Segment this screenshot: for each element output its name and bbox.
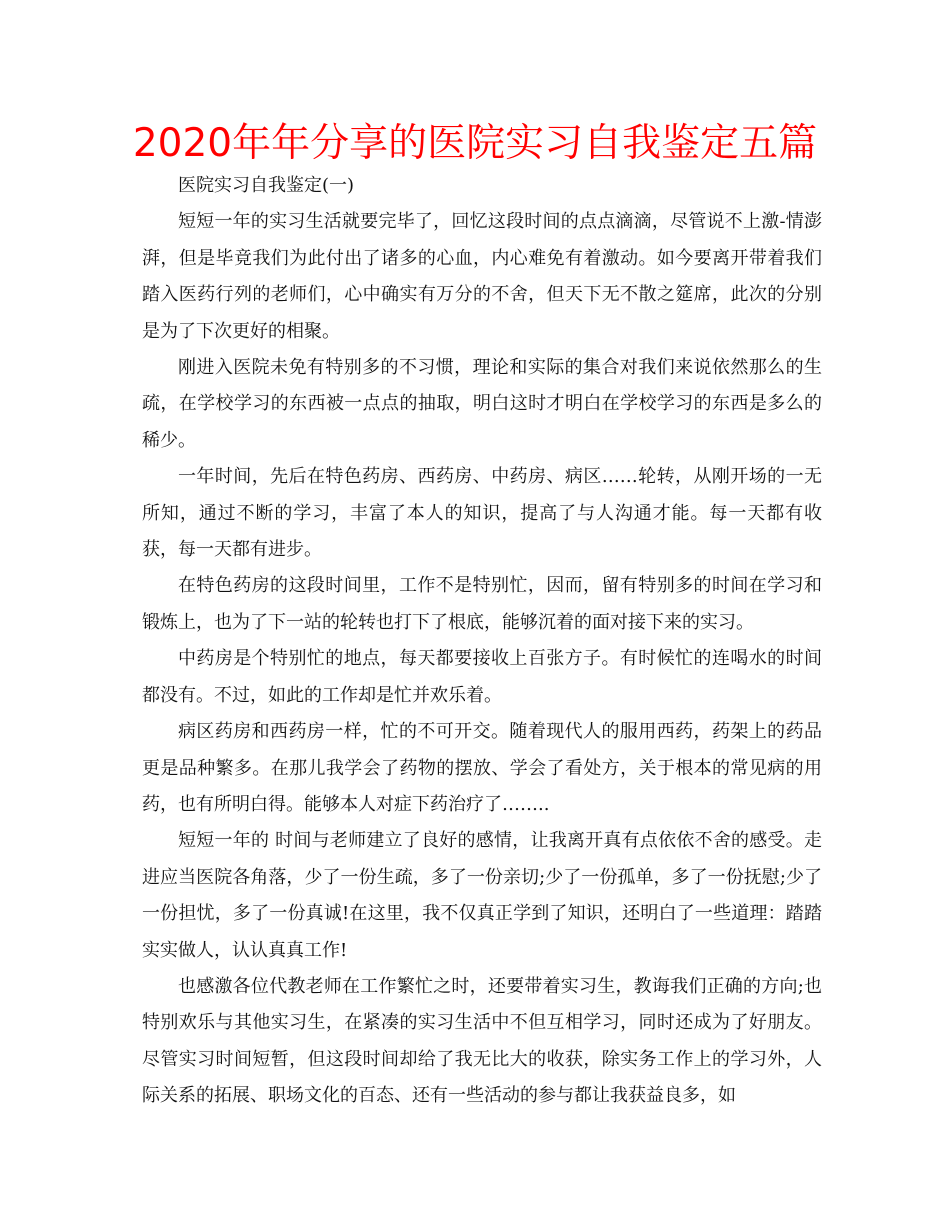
paragraph-4: 在特色药房的这段时间里，工作不是特别忙，因而，留有特别多的时间在学习和锻炼上，也为了下一站的轮转也打下了根底，能够沉着的面对接下来的实习。 <box>142 575 822 633</box>
paragraph-6: 病区药房和西药房一样，忙的不可开交。随着现代人的服用西药，药架上的药品更是品种繁多。在那儿我学会了药物的摆放、学会了看处方，关于根本的常见病的用药，也有所明白得。能够本人对症下药治疗了…….. <box>142 721 822 815</box>
section-heading: 医院实习自我鉴定(一) <box>178 175 355 196</box>
paragraph-5: 中药房是个特别忙的地点，每天都要接收上百张方子。有时候忙的连喝水的时间都没有。不过，如此的工作却是忙并欢乐着。 <box>142 648 822 706</box>
paragraph-3: 一年时间，先后在特色药房、西药房、中药房、病区……轮转，从刚开场的一无所知，通过不断的学习，丰富了本人的知识，提高了与人沟通才能。每一天都有收获，每一天都有进步。 <box>142 466 822 561</box>
paragraph-1: 短短一年的实习生活就要完毕了，回忆这段时间的点点滴滴，尽管说不上激-情澎湃，但是毕竟我们为此付出了诸多的心血，内心难免有着激动。如今要离开带着我们踏入医药行列的老师们，心中确实有万分的不舍，但天下无不散之筵席，此次的分别是为了下次更好的相聚。 <box>142 211 822 342</box>
paragraph-8: 也感激各位代教老师在工作繁忙之时，还要带着实习生，教诲我们正确的方向;也特别欢乐与其他实习生，在紧凑的实习生活中不但互相学习，同时还成为了好朋友。尽管实习时间短暂，但这段时间却给了我无比大的收获，除实务工作上的学习外，人际关系的拓展、职场文化的百态、还有一些活动的参与都让我获益良多，如 <box>142 975 822 1107</box>
paragraph-7: 短短一年的 时间与老师建立了良好的感情，让我离开真有点依依不舍的感受。走进应当医院各角落，少了一份生疏，多了一份亲切;少了一份孤单，多了一份抚慰;少了一份担忧，多了一份真诚!在这里，我不仅真正学到了知识，还明白了一些道理：踏踏实实做人，认认真真工作! <box>142 830 822 961</box>
document-title: 2020年年分享的医院实习自我鉴定五篇 <box>132 121 818 166</box>
paragraph-2: 刚进入医院未免有特别多的不习惯，理论和实际的集合对我们来说依然那么的生疏，在学校学习的东西被一点点的抽取，明白这时才明白在学校学习的东西是多么的稀少。 <box>142 357 822 451</box>
document-body <box>142 168 822 1115</box>
